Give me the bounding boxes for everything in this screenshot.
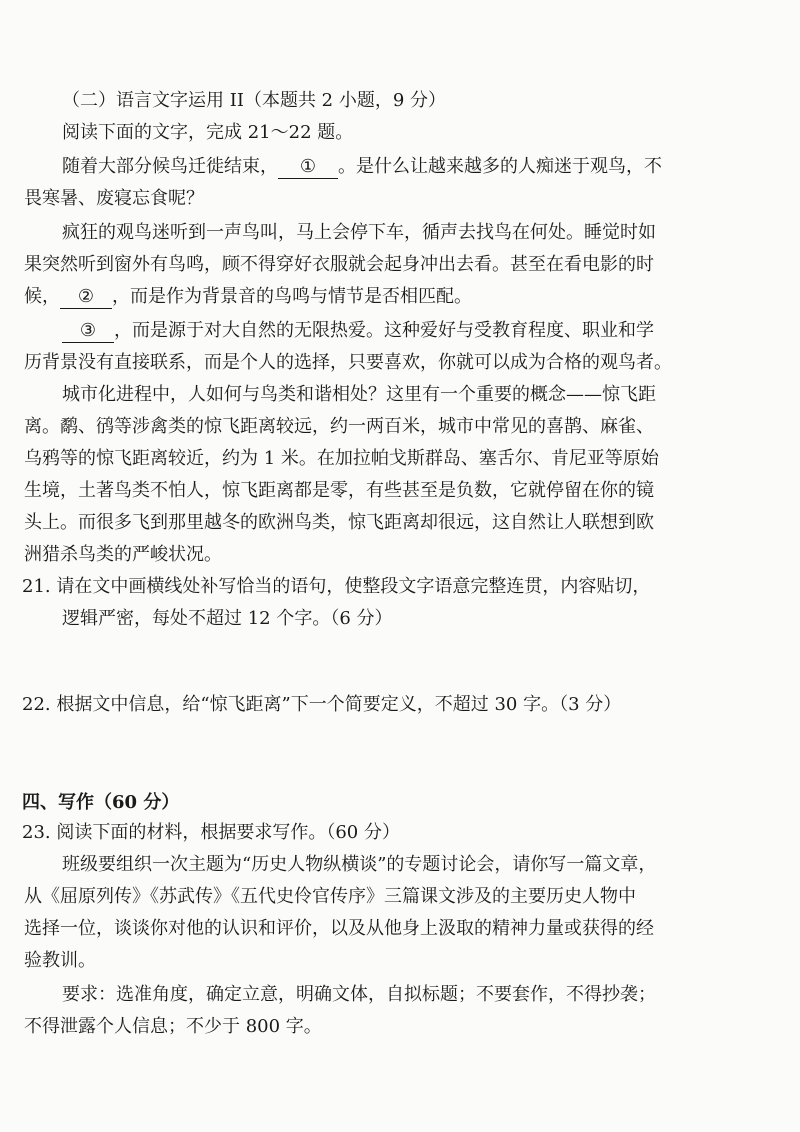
passage-text: ，而是作为背景音的鸟鸣与情节是否相匹配。 — [112, 286, 472, 307]
section-two-heading: （二）语言文字运用 II（本题共 2 小题，9 分） — [62, 90, 447, 111]
passage-line: 果突然听到窗外有鸟鸣，顾不得穿好衣服就会起身冲出去看。甚至在看电影的时 — [24, 254, 654, 275]
requirements-line: 不得泄露个人信息；不少于 800 字。 — [24, 1016, 322, 1037]
material-line: 选择一位，谈谈你对他的认识和评价，以及从他身上汲取的精神力量或获得的经 — [24, 918, 654, 939]
passage-line: 城市化进程中，人如何与鸟类和谐相处？这里有一个重要的概念——惊飞距 — [62, 384, 656, 405]
question-21-cont: 逻辑严密，每处不超过 12 个字。（6 分） — [62, 608, 393, 629]
passage-line: 乌鸦等的惊飞距离较近，约为 1 米。在加拉帕戈斯群岛、塞舌尔、肯尼亚等原始 — [24, 448, 659, 469]
requirements-line: 要求：选准角度，确定立意，明确文体，自拟标题；不要套作，不得抄袭； — [62, 984, 656, 1005]
material-line: 从《屈原列传》《苏武传》《五代史伶官传序》三篇课文涉及的主要历史人物中 — [24, 886, 636, 907]
passage-line: 离。鹬、鸻等涉禽类的惊飞距离较远，约一两百米，城市中常见的喜鹊、麻雀、 — [24, 416, 654, 437]
passage-line: 疯狂的观鸟迷听到一声鸟叫，马上会停下车，循声去找鸟在何处。睡觉时如 — [62, 222, 656, 243]
passage-line — [62, 154, 800, 180]
passage-text: ，而是源于对大自然的无限热爱。这种爱好与受教育程度、职业和学 — [114, 320, 654, 341]
question-21: 21. 请在文中画横线处补写恰当的语句，使整段文字语意完整连贯，内容贴切， — [22, 576, 651, 597]
passage-line: 洲猎杀鸟类的严峻状况。 — [24, 544, 222, 565]
section-four-heading: 四、写作（60 分） — [22, 792, 180, 813]
passage-line: 头上。而很多飞到那里越冬的欧洲鸟类，惊飞距离却很远，这自然让人联想到欧 — [24, 512, 654, 533]
blank-3: ③ — [62, 320, 114, 343]
material-line: 验教训。 — [24, 950, 96, 971]
passage-line — [24, 284, 800, 310]
passage-text: 随着大部分候鸟迁徙结束， — [62, 156, 278, 177]
blank-2: ② — [60, 286, 112, 309]
passage-text: 。是什么让越来越多的人痴迷于观鸟，不 — [338, 156, 662, 177]
reading-instruction: 阅读下面的文字，完成 21～22 题。 — [62, 122, 354, 143]
question-23: 23. 阅读下面的材料，根据要求写作。（60 分） — [22, 822, 400, 843]
passage-line: 畏寒暑、废寝忘食呢？ — [24, 188, 204, 209]
passage-line: 生境，土著鸟类不怕人，惊飞距离都是零，有些甚至是负数，它就停留在你的镜 — [24, 480, 654, 501]
blank-1: ① — [278, 156, 338, 179]
passage-text: 候， — [24, 286, 60, 307]
question-22: 22. 根据文中信息，给“惊飞距离”下一个简要定义，不超过 30 字。（3 分） — [22, 694, 622, 715]
passage-line — [62, 318, 800, 344]
material-line: 班级要组织一次主题为“历史人物纵横谈”的专题讨论会，请你写一篇文章， — [62, 854, 657, 875]
passage-line: 历背景没有直接联系，而是个人的选择，只要喜欢，你就可以成为合格的观鸟者。 — [24, 352, 672, 373]
